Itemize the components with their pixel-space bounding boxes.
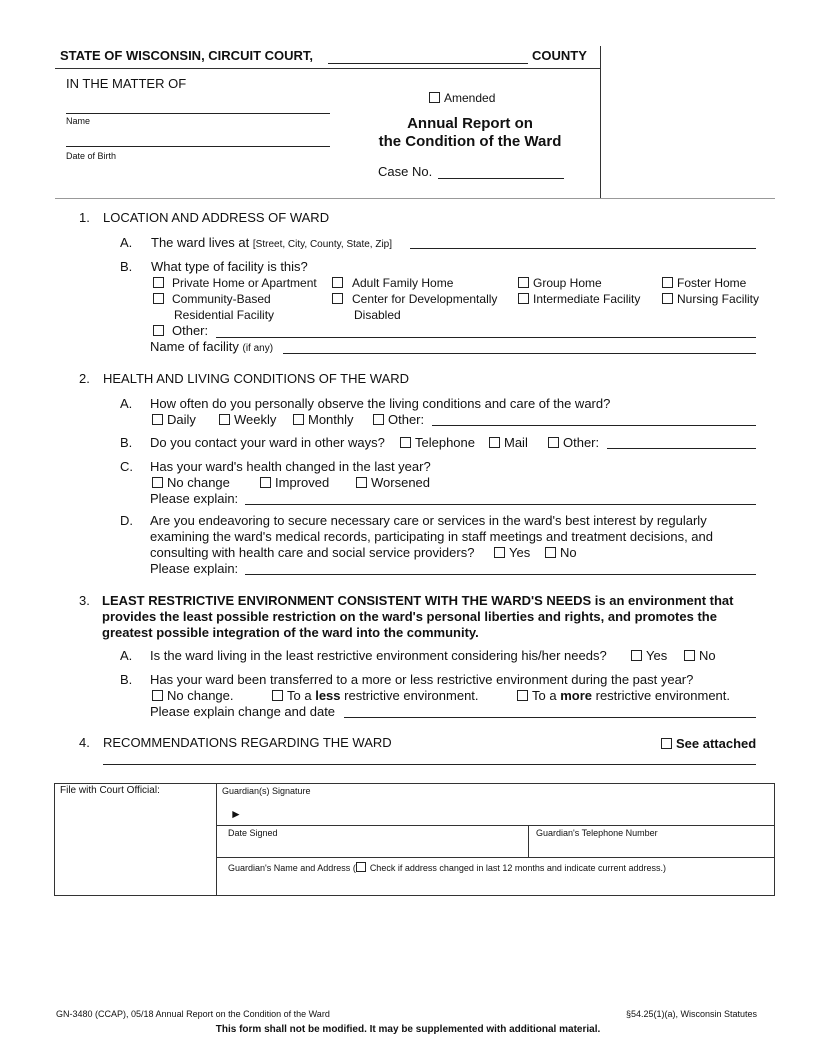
facility-private-option[interactable] xyxy=(153,276,317,290)
contact-other-option[interactable] xyxy=(548,435,599,450)
least-restrictive-yes-option[interactable] xyxy=(631,648,667,663)
contact-mail-option[interactable] xyxy=(489,435,528,450)
observe-other-option[interactable] xyxy=(373,412,424,427)
dob-field[interactable] xyxy=(66,146,330,147)
facility-group-label: Group Home xyxy=(533,276,602,290)
file-with-court-label: File with Court Official: xyxy=(60,785,160,796)
facility-intermediate-checkbox[interactable] xyxy=(518,293,529,304)
least-restrictive-yes-label: Yes xyxy=(646,648,668,663)
section3-number: 3. xyxy=(79,593,90,608)
section3-line1: LEAST RESTRICTIVE ENVIRONMENT CONSISTENT WITH THE WARD'S NEEDS is an environment that xyxy=(102,593,734,608)
guardian-signature-label: Guardian(s) Signature xyxy=(222,786,311,796)
transfer-less-suffix: restrictive environment. xyxy=(344,688,479,703)
telephone-label: Guardian's Telephone Number xyxy=(536,828,658,838)
transfer-more-checkbox[interactable] xyxy=(517,690,528,701)
transfer-more-prefix: To a xyxy=(532,688,557,703)
facility-other-checkbox[interactable] xyxy=(153,325,164,336)
contact-telephone-checkbox[interactable] xyxy=(400,437,411,448)
care-yes-checkbox[interactable] xyxy=(494,547,505,558)
facility-adult-label: Adult Family Home xyxy=(352,276,454,290)
modification-notice: This form shall not be modified. It may be supplemented with additional material. xyxy=(215,1024,601,1035)
facility-cbrf-label-2: Residential Facility xyxy=(174,308,275,322)
care-explain-label: Please explain: xyxy=(150,561,239,576)
in-matter-of-label: IN THE MATTER OF xyxy=(66,76,187,91)
facility-intermediate-option[interactable] xyxy=(518,292,640,306)
health-explain-label: Please explain: xyxy=(150,491,239,506)
transfer-less-checkbox[interactable] xyxy=(272,690,283,701)
transfer-more-emphasis: more xyxy=(560,688,592,703)
health-worsened-option[interactable] xyxy=(356,475,430,490)
section3-line2: provides the least possible restriction on the ward's personal liberties and rights, and promotes the xyxy=(102,609,717,624)
facility-other-field[interactable] xyxy=(216,337,756,338)
facility-foster-checkbox[interactable] xyxy=(662,277,673,288)
s1-a-letter: A. xyxy=(120,235,133,250)
care-no-label: No xyxy=(560,545,577,560)
observe-weekly-option[interactable] xyxy=(219,412,276,427)
contact-other-label: Other: xyxy=(563,435,600,450)
name-address-text: Guardian's Name and Address xyxy=(228,863,351,873)
transfer-less-emphasis: less xyxy=(315,688,341,703)
signature-arrow-icon: ► xyxy=(230,807,242,821)
section1-number: 1. xyxy=(79,210,90,225)
facility-cbrf-option[interactable] xyxy=(153,292,271,306)
facility-nursing-checkbox[interactable] xyxy=(662,293,673,304)
date-row-divider xyxy=(216,857,775,858)
see-attached-checkbox[interactable] xyxy=(661,738,672,749)
s3-b-letter: B. xyxy=(120,672,133,687)
s3-b-text: Has your ward been transferred to a more or less restrictive environment during the past year? xyxy=(150,672,694,687)
section2-title: HEALTH AND LIVING CONDITIONS OF THE WARD xyxy=(103,371,410,386)
facility-foster-label: Foster Home xyxy=(677,276,747,290)
s2-d-line1: Are you endeavoring to secure necessary care or services in the ward's best interest by regularly xyxy=(150,513,707,528)
county-label: COUNTY xyxy=(532,48,587,63)
observe-daily-option[interactable] xyxy=(152,412,196,427)
address-changed-label: Check if address changed in last 12 months and indicate current address.) xyxy=(369,863,666,873)
transfer-nochange-checkbox[interactable] xyxy=(152,690,163,701)
facility-private-checkbox[interactable] xyxy=(153,277,164,288)
s1-b-text: What type of facility is this? xyxy=(151,259,308,274)
care-yes-label: Yes xyxy=(509,545,531,560)
s3-a-text: Is the ward living in the least restrictive environment considering his/her needs? xyxy=(150,648,607,663)
health-nochange-checkbox[interactable] xyxy=(152,477,163,488)
s2-d-line3: consulting with health care and social service providers? xyxy=(150,545,475,560)
name-label: Name xyxy=(66,116,91,126)
section4-number: 4. xyxy=(79,735,90,750)
s2-c-letter: C. xyxy=(120,459,133,474)
section2-number: 2. xyxy=(79,371,90,386)
observe-weekly-checkbox[interactable] xyxy=(219,414,230,425)
s3-a-letter: A. xyxy=(120,648,133,663)
least-restrictive-no-label: No xyxy=(699,648,716,663)
contact-other-field[interactable] xyxy=(607,448,756,449)
observe-other-checkbox[interactable] xyxy=(373,414,384,425)
form-title-line2: the Condition of the Ward xyxy=(378,133,562,150)
county-field[interactable] xyxy=(328,63,528,64)
transfer-more-option[interactable] xyxy=(517,688,730,703)
facility-other-label: Other: xyxy=(172,323,209,338)
transfer-explain-label: Please explain change and date xyxy=(150,704,336,719)
header-bottom-rule xyxy=(55,198,775,199)
least-restrictive-no-checkbox[interactable] xyxy=(684,650,695,661)
transfer-less-option[interactable] xyxy=(272,688,479,703)
facility-adult-option[interactable] xyxy=(332,276,453,290)
name-address-label xyxy=(228,862,666,873)
health-worsened-checkbox[interactable] xyxy=(356,477,367,488)
transfer-explain-field[interactable] xyxy=(344,717,756,718)
observe-daily-checkbox[interactable] xyxy=(152,414,163,425)
health-nochange-label: No change xyxy=(167,475,230,490)
header-vertical-divider xyxy=(600,46,601,198)
facility-center-label-2: Disabled xyxy=(354,308,401,322)
facility-intermediate-label: Intermediate Facility xyxy=(533,292,641,306)
form-id: GN-3480 (CCAP), 05/18 Annual Report on the Condition of the Ward xyxy=(56,1009,330,1019)
contact-other-checkbox[interactable] xyxy=(548,437,559,448)
facility-cbrf-checkbox[interactable] xyxy=(153,293,164,304)
see-attached-option[interactable] xyxy=(661,736,756,751)
transfer-nochange-option[interactable] xyxy=(152,688,234,703)
amended-option[interactable] xyxy=(429,91,495,105)
recommendations-field[interactable] xyxy=(103,764,756,765)
facility-group-checkbox[interactable] xyxy=(518,277,529,288)
s2-b-letter: B. xyxy=(120,435,133,450)
transfer-more-suffix: restrictive environment. xyxy=(595,688,731,703)
observe-other-field[interactable] xyxy=(432,425,756,426)
facility-cbrf-label-1: Community-Based xyxy=(172,292,271,306)
ward-address-field[interactable] xyxy=(410,248,756,249)
facility-other-option[interactable] xyxy=(153,323,208,338)
care-no-option[interactable] xyxy=(545,545,577,560)
section3-line3: greatest possible integration of the ward into the community. xyxy=(102,625,479,640)
health-nochange-option[interactable] xyxy=(152,475,230,490)
observe-other-label: Other: xyxy=(388,412,425,427)
least-restrictive-no-option[interactable] xyxy=(684,648,716,663)
care-explain-field[interactable] xyxy=(245,574,756,575)
s2-a-letter: A. xyxy=(120,396,133,411)
case-no-label: Case No. xyxy=(378,164,433,179)
see-attached-label: See attached xyxy=(676,736,757,751)
guardian-signature-field[interactable] xyxy=(244,800,769,822)
transfer-nochange-label: No change. xyxy=(167,688,234,703)
facility-group-option[interactable] xyxy=(518,276,602,290)
amended-label: Amended xyxy=(444,91,496,105)
health-improved-option[interactable] xyxy=(260,475,329,490)
statute-reference: §54.25(1)(a), Wisconsin Statutes xyxy=(626,1009,758,1019)
observe-monthly-option[interactable] xyxy=(293,412,354,427)
case-no-field[interactable] xyxy=(438,178,564,179)
contact-telephone-option[interactable] xyxy=(400,435,475,450)
form-title-line1: Annual Report on xyxy=(407,115,533,132)
health-worsened-label: Worsened xyxy=(371,475,431,490)
facility-center-label-1: Center for Developmentally xyxy=(352,292,498,306)
s1-a-text xyxy=(151,235,392,250)
s2-d-letter: D. xyxy=(120,513,133,528)
facility-adult-checkbox[interactable] xyxy=(332,277,343,288)
section1-title: LOCATION AND ADDRESS OF WARD xyxy=(103,210,330,225)
s2-a-text: How often do you personally observe the living conditions and care of the ward? xyxy=(150,396,611,411)
facility-center-option[interactable] xyxy=(332,292,497,306)
facility-nursing-option[interactable] xyxy=(662,292,759,306)
care-no-checkbox[interactable] xyxy=(545,547,556,558)
observe-daily-label: Daily xyxy=(167,412,196,427)
s2-d-line2: examining the ward's medical records, participating in staff meetings and treatment decisions, and xyxy=(150,529,713,544)
facility-center-checkbox[interactable] xyxy=(332,293,343,304)
paren-open: ( xyxy=(352,863,356,873)
contact-mail-label: Mail xyxy=(504,435,528,450)
health-improved-label: Improved xyxy=(275,475,330,490)
section4-title: RECOMMENDATIONS REGARDING THE WARD xyxy=(103,735,392,750)
header-divider xyxy=(55,68,600,69)
least-restrictive-yes-checkbox[interactable] xyxy=(631,650,642,661)
observe-weekly-label: Weekly xyxy=(234,412,277,427)
facility-name-field[interactable] xyxy=(283,353,756,354)
facility-nursing-label: Nursing Facility xyxy=(677,292,760,306)
date-signed-label: Date Signed xyxy=(228,828,278,838)
dob-label: Date of Birth xyxy=(66,151,117,161)
s1-b-letter: B. xyxy=(120,259,133,274)
health-explain-field[interactable] xyxy=(245,504,756,505)
address-changed-checkbox[interactable] xyxy=(356,862,366,872)
state-court-label: STATE OF WISCONSIN, CIRCUIT COURT, xyxy=(60,48,314,63)
s2-b-text: Do you contact your ward in other ways? xyxy=(150,435,385,450)
signature-box-divider xyxy=(216,783,217,896)
transfer-less-prefix: To a xyxy=(287,688,312,703)
health-improved-checkbox[interactable] xyxy=(260,477,271,488)
signature-row-divider xyxy=(216,825,775,826)
contact-mail-checkbox[interactable] xyxy=(489,437,500,448)
observe-monthly-label: Monthly xyxy=(308,412,354,427)
name-field[interactable] xyxy=(66,113,330,114)
s1-a-question: The ward lives at xyxy=(151,235,250,250)
care-yes-option[interactable] xyxy=(494,545,530,560)
facility-name-hint: (if any) xyxy=(242,343,274,354)
facility-private-label: Private Home or Apartment xyxy=(172,276,317,290)
s1-a-hint: [Street, City, County, State, Zip] xyxy=(252,239,393,250)
s2-c-text: Has your ward's health changed in the last year? xyxy=(150,459,431,474)
facility-name-label xyxy=(150,339,273,354)
amended-checkbox[interactable] xyxy=(429,92,440,103)
date-phone-divider xyxy=(528,825,529,857)
contact-telephone-label: Telephone xyxy=(415,435,475,450)
facility-foster-option[interactable] xyxy=(662,276,746,290)
observe-monthly-checkbox[interactable] xyxy=(293,414,304,425)
facility-name-text: Name of facility xyxy=(150,339,239,354)
